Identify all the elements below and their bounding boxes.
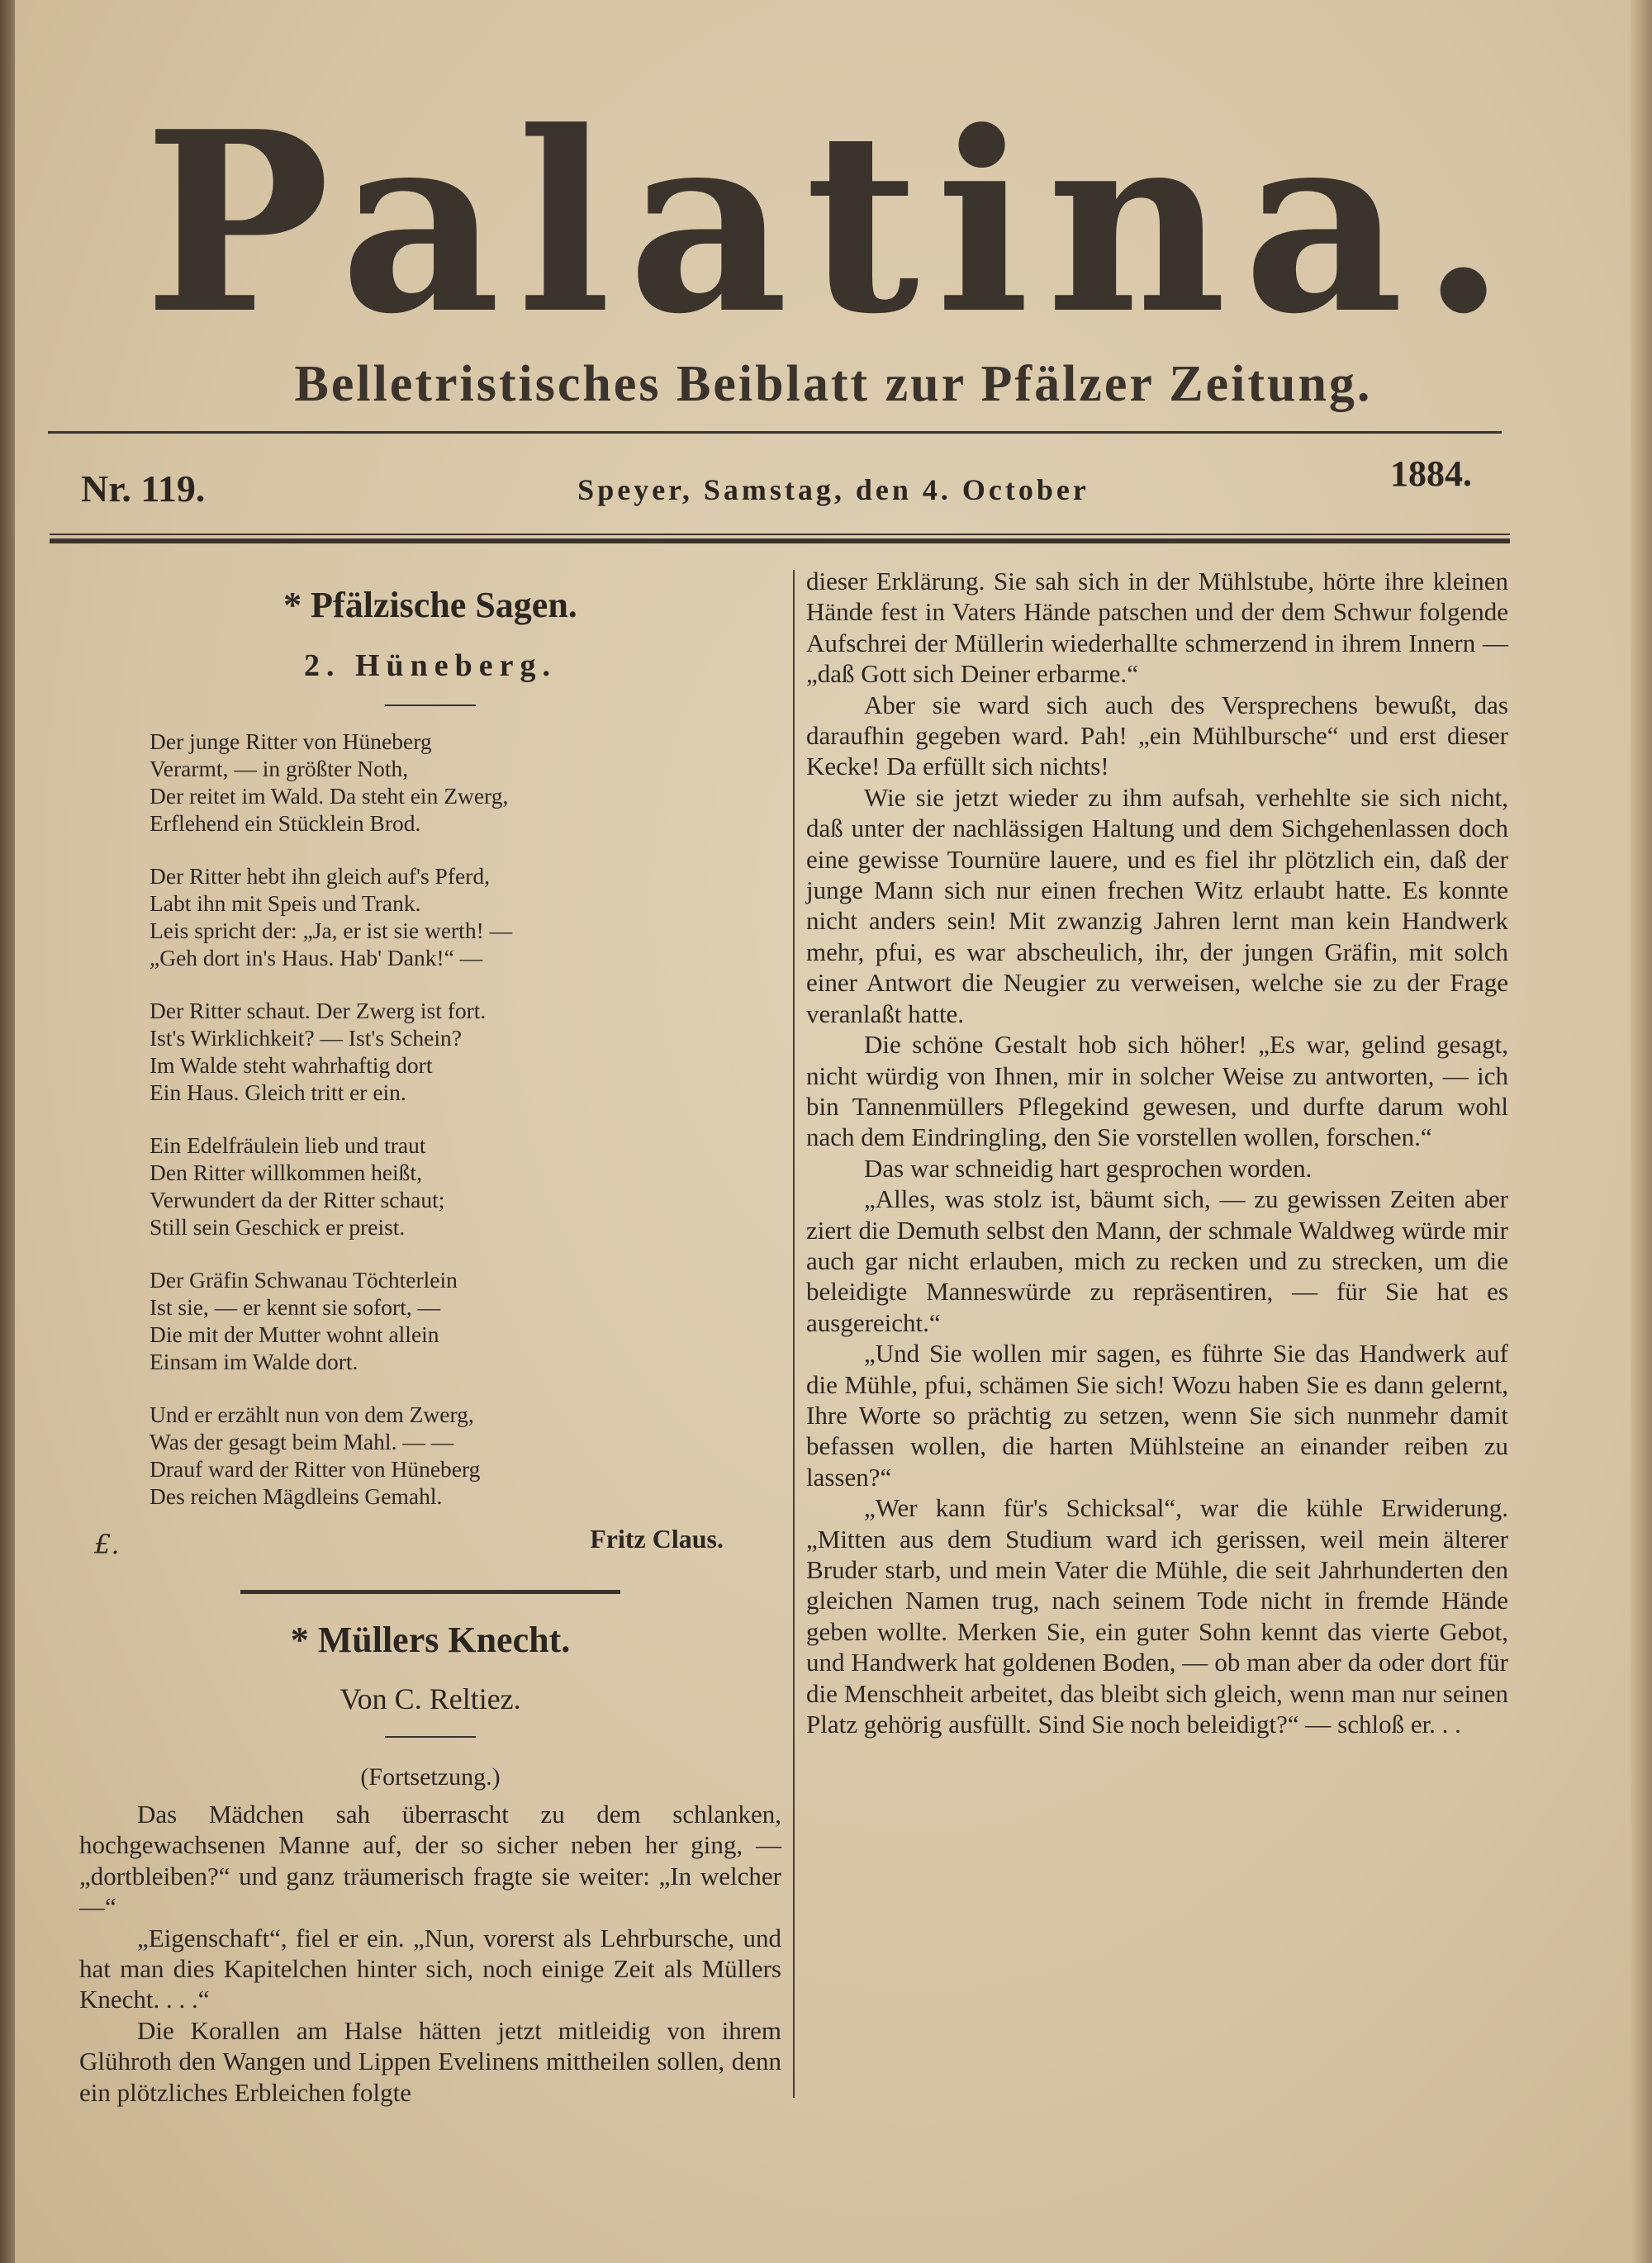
poem-line: Der Gräfin Schwanau Töchterlein bbox=[150, 1267, 458, 1293]
story-paragraph: Das Mädchen sah überrascht zu dem schlanken, hochgewachsenen Manne auf, der so sicher neben her ging, — „dortbleiben?“ und ganz träumerisch fragte sie weiter: „In welcher —“ bbox=[79, 1800, 781, 1922]
poem-line: Der Ritter hebt ihn gleich auf's Pferd, bbox=[150, 863, 490, 889]
poem-line: Im Walde steht wahrhaftig dort bbox=[150, 1052, 433, 1078]
poem-line: Labt ihn mit Speis und Trank. bbox=[150, 890, 421, 916]
story-paragraph: „Und Sie wollen mir sagen, es führte Sie das Handwerk auf die Mühle, pfui, schämen Sie sich! Wozu haben Sie es dann gelernt, Ihre Worte so prächtig zu setzen, wenn Sie sich nunmehr damit befassen wollen, die harten Mühlsteine an einander reiben zu lassen?“ bbox=[806, 1339, 1508, 1492]
poem-line: Ein Edelfräulein lieb und traut bbox=[150, 1132, 426, 1158]
poem-line: Einsam im Walde dort. bbox=[150, 1349, 358, 1374]
poem-line: Der Ritter schaut. Der Zwerg ist fort. bbox=[150, 998, 487, 1023]
poem-line: Erflehend ein Stücklein Brod. bbox=[150, 810, 421, 836]
poem-line: Verwundert da der Ritter schaut; bbox=[150, 1187, 445, 1212]
story-paragraph: dieser Erklärung. Sie sah sich in der Mühlstube, hörte ihre kleinen Hände fest in Vaters Hände patschen und der dem Schwur folgende Aufschrei der Müllerin wiederhallte schmerzend in ihrem Innern — „daß Gott sich Deiner erbarme.“ bbox=[806, 567, 1508, 689]
poem-line: Still sein Geschick er preist. bbox=[150, 1214, 406, 1240]
poem-subheading: 2. Hüneberg. bbox=[303, 648, 558, 683]
poem-line: Ein Haus. Gleich tritt er ein. bbox=[150, 1079, 406, 1105]
story-continuation: (Fortsetzung.) bbox=[360, 1763, 501, 1791]
story-heading: * Müllers Knecht. bbox=[290, 1620, 571, 1660]
poem-line: Des reichen Mägdleins Gemahl. bbox=[150, 1483, 443, 1509]
poem-line: Und er erzählt nun von dem Zwerg, bbox=[150, 1402, 474, 1427]
poem-line: Leis spricht der: „Ja, er ist sie werth! — bbox=[150, 918, 513, 943]
book-binding bbox=[0, 0, 15, 2263]
story-paragraph: Wie sie jetzt wieder zu ihm aufsah, verhehlte sie sich nicht, daß unter der nachlässigen Haltung und dem Sichgehenlassen doch eine gewisse Tournüre lauere, und es fiel ihr plötzlich ein, daß der junge Mann sich nur einen frechen Witz erlaubt hatte. Es konnte nicht anders sein! Mit zwanzig Jahren lernt man kein Handwerk mehr, pfui, es war abscheulich, ihr, der jungen Gräfin, mit solch einer Antwort die Neugier zu verweisen, welche sie zu der Frage veranlaßt hatte. bbox=[806, 782, 1508, 1028]
story-rule bbox=[385, 1736, 476, 1738]
bottom-rule-thin bbox=[50, 534, 1510, 535]
story-paragraph: Die schöne Gestalt hob sich höher! „Es war, gelind gesagt, nicht würdig von Ihnen, mir in solcher Weise zu antworten, — ich bin Tannenmüllers Pflegekind gewesen, und durfte darum wohl nach dem Eindringling, den Sie vorstellen wollen, forschen.“ bbox=[806, 1030, 1508, 1152]
poem-line: Ist's Wirklichkeit? — Ist's Schein? bbox=[150, 1025, 462, 1051]
poem-stanza bbox=[150, 862, 781, 971]
poem-heading: * Pfälzische Sagen. bbox=[283, 585, 577, 625]
story-paragraph: Die Korallen am Halse hätten jetzt mitleidig von ihrem Glühroth den Wangen und Lippen Evelinens mittheilen sollen, denn ein plötzliches Erbleichen folgte bbox=[79, 2015, 781, 2107]
poem-line: Der reitet im Wald. Da steht ein Zwerg, bbox=[150, 783, 509, 809]
poem-stanza bbox=[150, 1401, 781, 1510]
story-paragraph: „Eigenschaft“, fiel er ein. „Nun, vorerst als Lehrbursche, und hat man dies Kapitelchen hinter sich, noch einige Zeit als Müllers Knecht. . . .“ bbox=[79, 1923, 781, 2014]
story-paragraph: Das war schneidig hart gesprochen worden. bbox=[864, 1153, 1313, 1183]
poem-author: Fritz Claus. bbox=[590, 1524, 724, 1554]
poem-line: Drauf ward der Ritter von Hüneberg bbox=[150, 1456, 481, 1482]
poem-line: Den Ritter willkommen heißt, bbox=[150, 1160, 422, 1185]
poem-line: Die mit der Mutter wohnt allein bbox=[150, 1321, 439, 1347]
issue-number: Nr. 119. bbox=[81, 467, 206, 510]
story-right-text bbox=[806, 566, 1508, 1739]
right-column bbox=[806, 566, 1508, 1739]
issue-place-date: Speyer, Samstag, den 4. October bbox=[577, 473, 1089, 506]
poem-line: „Geh dort in's Haus. Hab' Dank!“ — bbox=[150, 945, 483, 970]
masthead-subtitle: Belletristisches Beiblatt zur Pfälzer Zeitung. bbox=[294, 356, 1373, 412]
top-rule bbox=[48, 431, 1502, 434]
poem-line: Verarmt, — in größter Noth, bbox=[150, 756, 409, 781]
section-divider bbox=[240, 1590, 620, 1594]
poem-stanza bbox=[150, 1266, 781, 1375]
story-paragraph: „Wer kann für's Schicksal“, war die kühle Erwiderung. „Mitten aus dem Studium ward ich gerissen, weil mein älterer Bruder starb, und mein Vater die Mühle, die seit Jahrhunderten den gleichen Namen trug, nach seinem Tode nicht in fremde Hände geben wollte. Merken Sie, ein guter Sohn kennt das vierte Gebot, und Handwerk hat goldenen Boden, — ob man aber da oder dort für die Menschheit arbeitet, das bleibt sich gleich, wenn man nur seinen Platz gehörig ausfüllt. Sind Sie noch beleidigt?“ — schloß er. . . bbox=[806, 1493, 1508, 1739]
masthead-title: Palatina. bbox=[144, 77, 1523, 368]
poem-line: Ist sie, — er kennt sie sofort, — bbox=[150, 1294, 441, 1320]
story-paragraph: Aber sie ward sich auch des Versprechens bewußt, das daraufhin gegeben ward. Pah! „ein Mühlbursche“ und erst dieser Kecke! Da erfüllt sich nichts! bbox=[806, 690, 1508, 781]
story-paragraph: „Alles, was stolz ist, bäumt sich, — zu gewissen Zeiten aber ziert die Demuth selbst den Mann, der schmale Waldweg würde mir auch gar nicht erlauben, mich zu recken und zu strecken, um die beleidigte Manneswürde zu repräsentiren, — für Sie hat es ausgereicht.“ bbox=[806, 1184, 1508, 1337]
poem-rule bbox=[385, 705, 476, 706]
poem-stanza bbox=[150, 728, 781, 837]
issue-year: 1884. bbox=[1390, 453, 1472, 494]
column-divider bbox=[793, 570, 795, 2098]
poem-mark: £. bbox=[94, 1529, 120, 1560]
left-column bbox=[79, 582, 781, 2108]
poem-signature bbox=[79, 1524, 781, 1562]
poem-line: Was der gesagt beim Mahl. — — bbox=[150, 1429, 454, 1454]
story-left-text bbox=[79, 1799, 781, 2108]
poem-line: Der junge Ritter von Hüneberg bbox=[150, 728, 432, 754]
poem-stanza bbox=[150, 997, 781, 1106]
poem-body bbox=[79, 728, 781, 1510]
story-byline: Von C. Reltiez. bbox=[339, 1682, 521, 1715]
newspaper-page bbox=[15, 0, 1652, 2263]
poem-stanza bbox=[150, 1132, 781, 1241]
bottom-rule-thick bbox=[50, 538, 1510, 543]
